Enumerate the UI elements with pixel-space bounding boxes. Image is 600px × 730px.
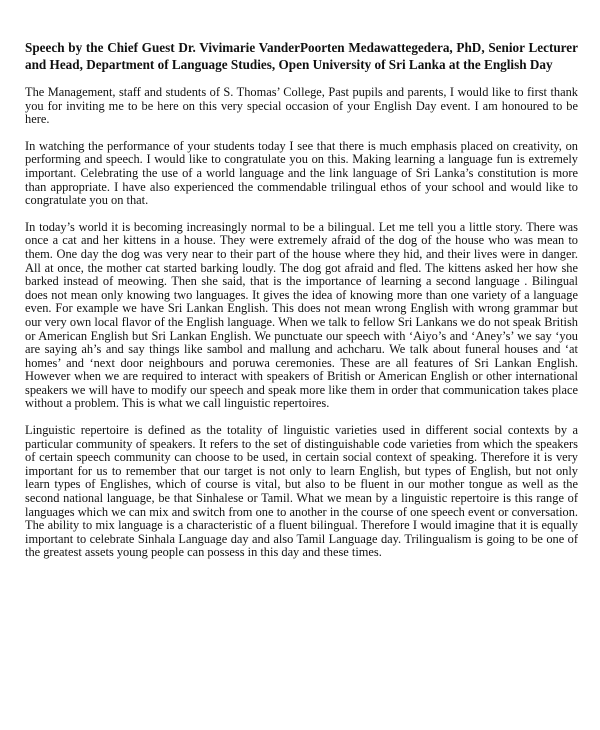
speech-title: Speech by the Chief Guest Dr. Vivimarie VanderPoorten Medawattegedera, PhD, Senior Lecturer and Head, Department of Language Studies, Open University of Sri Lanka at the English Day	[25, 40, 578, 72]
paragraph-linguistic-repertoire: Linguistic repertoire is defined as the totality of linguistic varieties used in different social contexts by a particular community of speakers. It refers to the set of distinguishable code varieties from which the speakers of certain speech community can choose to be used, in certain social context of speaking. Therefore it is very important for us to remember that our target is not only to learn English, but types of English, but not only learn types of Englishes, which of course is vital, but also to be fluent in our mother tongue as well as the second national language, be that Sinhalese or Tamil. What we mean by a linguistic repertoire is this range of languages which we can mix and switch from one to another in the course of one speech event or conversation. The ability to mix language is a characteristic of a fluent bilingual. Therefore I would imagine that it is equally important to celebrate Sinhala Language day and also Tamil Language day. Trilingualism is going to be one of the greatest assets young people can possess in this day and these times.	[25, 423, 578, 560]
paragraph-bilingual-story: In today’s world it is becoming increasingly normal to be a bilingual. Let me tell you a little story. There was once a cat and her kittens in a house. They were extremely afraid of the dog of the house who was mean to them. One day the dog was very near to their part of the house where they hid, and their lives were in danger. All at once, the mother cat started barking loudly. The dog got afraid and fled. The kittens asked her how she barked instead of meowing. Then she said, that is the importance of learning a second language . Bilingual does not mean only knowing two languages. It gives the idea of knowing more than one variety of a language even. For example we have Sri Lankan English. This does not mean wrong English with wrong grammar but our very own local flavor of the English language. When we talk to fellow Sri Lankans we do not speak British or American English but Sri Lankan English. We punctuate our speech with ‘Aiyo’s and ‘Aney’s’ we say ‘you are saying ah’s and say things like sambol and mallung and achcharu. We talk about funeral houses and ‘at homes’ and ‘next door neighbours and poruwa ceremonies. These are all features of Sri Lankan English. However when we are required to interact with speakers of British or American English or other international speakers we will have to modify our speech and speak more like them in order that communication takes place without a problem. This is what we call linguistic repertoires.	[25, 219, 578, 411]
paragraph-performance: In watching the performance of your students today I see that there is much emphasis placed on creativity, on performing and speech. I would like to congratulate you on this. Making learning a language fun is extremely important. Celebrating the use of a world language and the link language of Sri Lanka’s constitution is more than appropriate. I have also experienced the commendable trilingual ethos of your school and would like to congratulate you on that.	[25, 138, 578, 208]
speech-document	[25, 40, 578, 573]
paragraph-greeting: The Management, staff and students of S. Thomas’ College, Past pupils and parents, I would like to first thank you for inviting me to be here on this very special occasion of your English Day event. I am honoured to be here.	[25, 85, 578, 127]
